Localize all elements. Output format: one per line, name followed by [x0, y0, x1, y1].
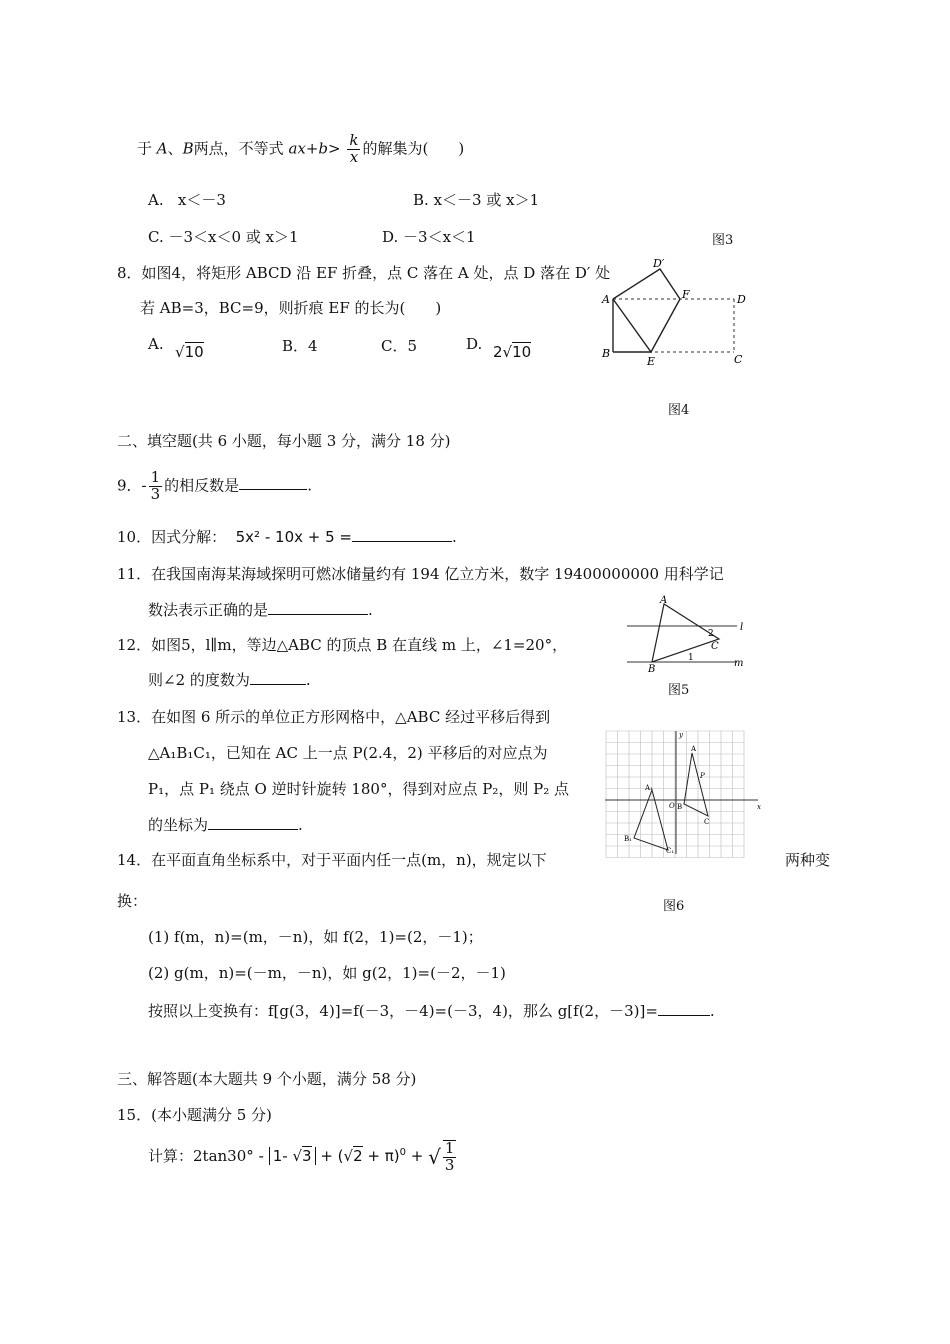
q15-expression: 计算：2tan30° - 1- $√3 + (√2 + \pi)^0$ + √ $\frac{1}{3}$: [148, 1139, 455, 1174]
fig4-label-f: F: [682, 288, 690, 301]
fig4-label-d: D: [737, 293, 746, 306]
fig6-label-x: x: [757, 803, 761, 811]
q8-option-d: D.: [466, 335, 483, 353]
figure-5: [622, 594, 752, 674]
fig4-label-c: C: [734, 353, 743, 366]
fig6-label-c: C: [704, 818, 710, 826]
q15-absolute-value: 1- √3: [269, 1147, 316, 1165]
q13-line1: 13．在如图 6 所示的单位正方形网格中，△ABC 经过平移后得到: [117, 708, 551, 726]
q12-line2: 则∠2 的度数为 .: [148, 671, 311, 689]
fig5-label-b: B: [648, 664, 656, 674]
figure-3-caption: 图3: [712, 233, 734, 248]
q7-option-d: D. －3＜x＜1: [382, 228, 476, 246]
fig4-folded-shape: [613, 269, 680, 352]
fig5-label-l: l: [740, 622, 744, 633]
q7-option-a: A. x＜－3: [148, 191, 226, 209]
fig6-triangle-abc: [684, 753, 708, 816]
q14-rule2: (2) g(m，n)=(－m，－n)，如 g(2，1)=(－2，－1): [148, 964, 506, 982]
q8-option-a-value: √10: [175, 343, 204, 361]
q11-line2: 数法表示正确的是 .: [148, 601, 373, 619]
figure-5-caption: 图5: [668, 683, 690, 698]
fig4-label-b: B: [602, 347, 611, 360]
fig6-triangle-a1b1c1: [634, 790, 668, 850]
fig5-angle-1: 1: [688, 653, 694, 663]
q9-answer-blank[interactable]: [239, 489, 307, 490]
q14-line5: 按照以上变换有：f[g(3，4)]=f(－3，－4)=(－3，4)，那么 g[f(2，－3)]= .: [148, 1002, 715, 1020]
q14-line1: 14．在平面直角坐标系中，对于平面内任一点(m，n)，规定以下: [117, 851, 547, 869]
q7-option-c: C. －3＜x＜0 或 x＞1: [148, 228, 299, 246]
figure-6-caption: 图6: [663, 899, 685, 914]
q13-line4: 的坐标为 .: [148, 816, 303, 834]
fig6-label-c1: C₁: [666, 847, 675, 855]
fig6-label-o: O: [669, 802, 675, 810]
figure-4-caption: 图4: [668, 403, 690, 418]
figure-6: [600, 728, 765, 858]
q8-option-a: A.: [148, 335, 164, 353]
q10: 10．因式分解： 5x² - 10x + 5 = .: [117, 528, 457, 546]
fig6-label-b1: B₁: [624, 835, 632, 843]
fig6-label-a1: A₁: [645, 784, 653, 792]
q12-line1: 12．如图5，l∥m，等边△ABC 的顶点 B 在直线 m 上，∠1=20°，: [117, 636, 568, 654]
q14-line1-tail: 两种变: [785, 851, 831, 869]
fig6-label-b: B: [677, 803, 683, 811]
section-2-title: 二、填空题(共 6 小题，每小题 3 分，满分 18 分): [117, 432, 451, 450]
q13-answer-blank[interactable]: [208, 829, 298, 830]
q7-fraction: $\frac{k}{x}$: [349, 131, 359, 166]
q12-answer-blank[interactable]: [250, 684, 306, 685]
q9: 9．- $\frac{1}{3}$ 的相反数是 .: [117, 468, 312, 503]
q8-line2: 若 AB=3，BC=9，则折痕 EF 的长为( ): [140, 299, 442, 317]
q15-title: 15．(本小题满分 5 分): [117, 1106, 272, 1124]
figure-4: [598, 255, 758, 375]
q11-answer-blank[interactable]: [268, 614, 368, 615]
fig4-label-a: A: [602, 293, 610, 306]
q13-line2: △A₁B₁C₁，已知在 AC 上一点 P(2.4，2) 平移后的对应点为: [148, 744, 548, 762]
fig5-label-c: C: [711, 641, 719, 652]
fig5-label-a: A: [660, 595, 668, 606]
q7-stem: 于 A、B两点，不等式 ax+b> $\frac{k}{x}$ 的解集为( ): [137, 131, 465, 166]
q8-option-b: B．4: [282, 337, 318, 355]
fig5-angle-2: 2: [708, 629, 714, 639]
fig4-label-e: E: [647, 355, 656, 368]
fig4-label-dprime: D′: [653, 257, 665, 270]
q8-line1: 8．如图4，将矩形 ABCD 沿 EF 折叠，点 C 落在 A 处，点 D 落在 D′ 处: [117, 264, 611, 282]
q8-option-d-value: 2√10: [493, 343, 532, 361]
section-3-title: 三、解答题(本大题共 9 个小题，满分 58 分): [117, 1070, 417, 1088]
q14-answer-blank[interactable]: [658, 1015, 710, 1016]
q10-answer-blank[interactable]: [352, 541, 452, 542]
fig6-label-p: P: [700, 772, 705, 780]
fig6-label-y: y: [679, 731, 683, 739]
fig5-label-m: m: [734, 658, 744, 669]
fig6-label-a: A: [691, 745, 697, 753]
q14-rule1: (1) f(m，n)=(m，－n)，如 f(2，1)=(2，－1)；: [148, 928, 483, 946]
q14-line2: 换：: [117, 892, 148, 910]
q8-option-c: C．5: [381, 337, 418, 355]
q11-line1: 11．在我国南海某海域探明可燃冰储量约有 194 亿立方米，数字 19400000000 用科学记: [117, 565, 724, 583]
q7-option-b: B. x＜－3 或 x＞1: [413, 191, 540, 209]
q13-line3: P₁，点 P₁ 绕点 O 逆时针旋转 180°，得到对应点 P₂，则 P₂ 点: [148, 780, 569, 798]
